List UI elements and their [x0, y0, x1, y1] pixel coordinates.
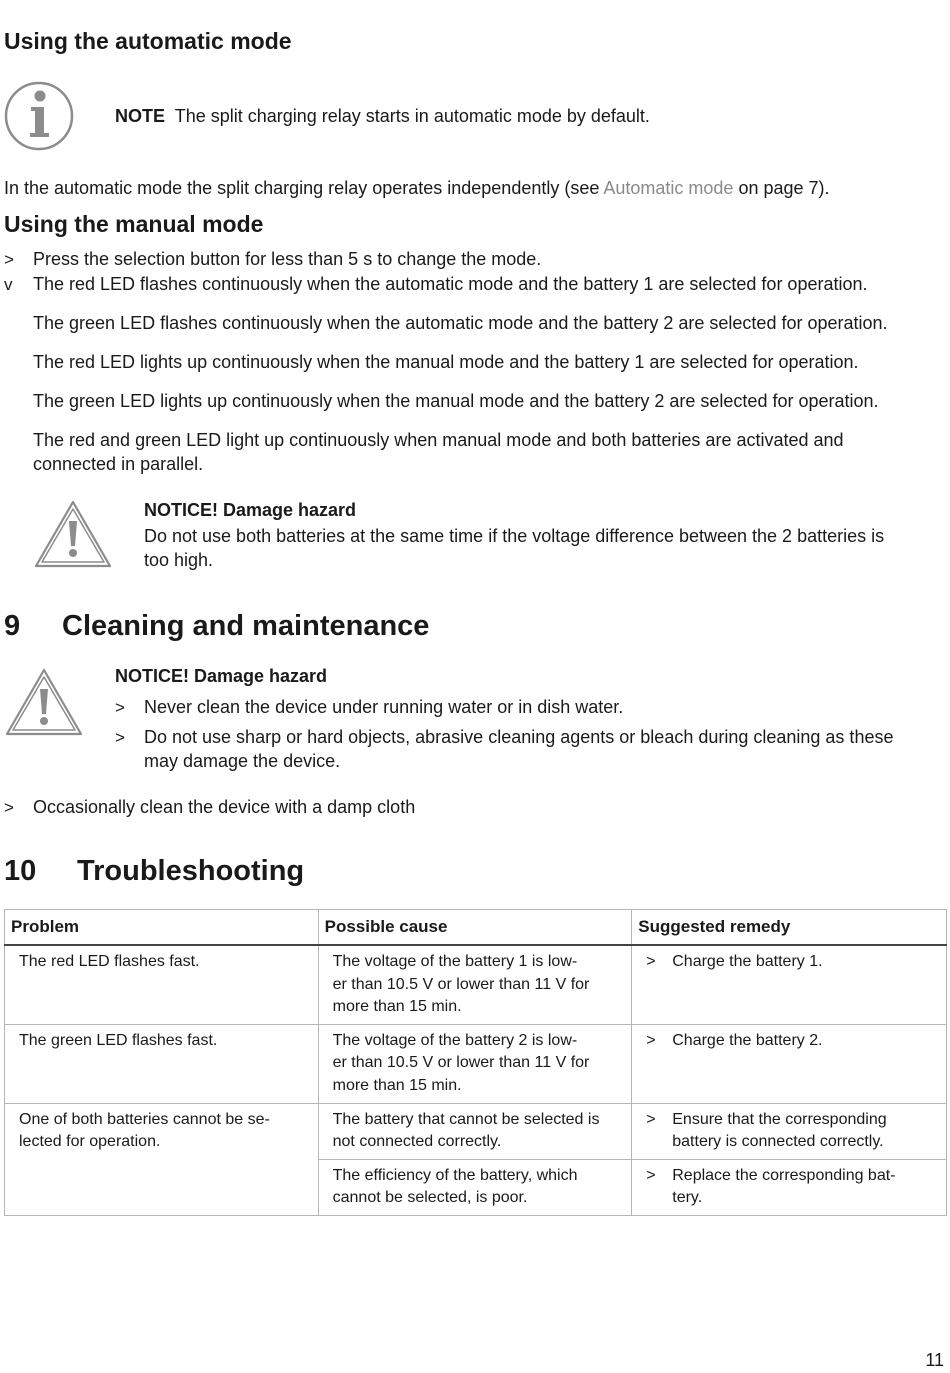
table-row	[5, 1024, 947, 1103]
problem-cell	[5, 945, 319, 1024]
automatic-mode-paragraph	[4, 176, 830, 200]
table-row	[5, 945, 947, 1024]
notice-text-line1: Do not use both batteries at the same time if the voltage difference between the 2 batteries is	[144, 526, 885, 546]
section-title-troubleshooting: Troubleshooting	[77, 855, 305, 887]
step-arrow-icon: >	[646, 953, 656, 970]
cause-cell	[318, 1159, 632, 1215]
section-title-cleaning: Cleaning and maintenance	[62, 610, 430, 642]
note-label: NOTE	[115, 106, 166, 126]
step-arrow-icon: >	[4, 250, 14, 269]
remedy-cell	[632, 1024, 947, 1103]
result-arrow-icon: v	[4, 275, 13, 294]
cleaning-notice-item-1: Never clean the device under running water or in dish water.	[144, 697, 624, 717]
remedy-text: Charge the battery 2.	[672, 1031, 823, 1049]
cleaning-notice-item-2	[144, 725, 893, 773]
cleaning-notice-item-2-line2: may damage the device.	[144, 751, 341, 771]
remedy-cell	[632, 1159, 947, 1215]
step-arrow-icon: >	[115, 728, 125, 747]
step-arrow-icon: >	[646, 1110, 656, 1128]
cause-text: more than 15 min.	[332, 1076, 462, 1094]
step-arrow-icon: >	[4, 798, 14, 817]
para-text-end: on page 7).	[733, 178, 830, 198]
result-text-4: The green LED lights up continuously when the manual mode and the battery 2 are selected for operation.	[33, 391, 879, 411]
remedy-cell	[632, 945, 947, 1024]
cause-text: er than 10.5 V or lower than 11 V for	[332, 1054, 590, 1071]
cause-text: The efficiency of the battery, which	[332, 1166, 578, 1184]
warning-icon	[33, 499, 113, 569]
remedy-text: Replace the corresponding bat-	[672, 1166, 896, 1184]
para-text: In the automatic mode the split charging relay operates independently (see	[4, 178, 604, 198]
cause-text: The voltage of the battery 1 is low-	[332, 953, 578, 970]
notice-text-line2: too high.	[144, 550, 214, 570]
heading-automatic-mode: Using the automatic mode	[4, 28, 292, 54]
cleaning-notice-item-2-line1: Do not use sharp or hard objects, abrasive cleaning agents or bleach during cleaning as these	[144, 727, 894, 747]
warning-icon	[4, 667, 84, 737]
cause-text: cannot be selected, is poor.	[332, 1189, 528, 1206]
problem-text: lected for operation.	[19, 1133, 161, 1150]
problem-text: The red LED flashes fast.	[19, 953, 200, 970]
table-header-cause: Possible cause	[318, 910, 632, 946]
cause-text: more than 15 min.	[332, 998, 462, 1015]
note-text: The split charging relay starts in automatic mode by default.	[174, 106, 650, 126]
step-text: Press the selection button for less than 5 s to change the mode.	[33, 249, 542, 269]
section-number-9: 9	[4, 610, 21, 642]
table-header-remedy: Suggested remedy	[632, 910, 947, 946]
cleaning-step-text: Occasionally clean the device with a damp cloth	[33, 797, 416, 817]
remedy-text: tery.	[672, 1189, 703, 1206]
result-text-2: The green LED flashes continuously when the automatic mode and the battery 2 are selected for operation.	[33, 313, 888, 333]
result-text-1: The red LED flashes continuously when the automatic mode and the battery 1 are selected for operation.	[33, 274, 868, 294]
page-number: 11	[925, 1350, 944, 1370]
table-header-problem: Problem	[5, 910, 319, 946]
result-text-5	[33, 428, 844, 476]
remedy-cell	[632, 1103, 947, 1159]
notice-title: NOTICE! Damage hazard	[144, 500, 357, 520]
note	[115, 104, 650, 128]
result-text-5-line2: connected in parallel.	[33, 454, 204, 474]
section-number-10: 10	[4, 855, 37, 887]
info-icon	[4, 81, 74, 151]
cause-cell	[318, 945, 632, 1024]
result-text-3: The red LED lights up continuously when the manual mode and the battery 1 are selected for operation.	[33, 352, 859, 372]
step-arrow-icon: >	[646, 1166, 656, 1184]
notice-text	[144, 524, 884, 572]
cause-cell	[318, 1103, 632, 1159]
result-text-5-line1: The red and green LED light up continuously when manual mode and both batteries are activated and	[33, 430, 844, 450]
heading-manual-mode: Using the manual mode	[4, 211, 264, 237]
cause-text: er than 10.5 V or lower than 11 V for	[332, 975, 590, 993]
problem-text: The green LED flashes fast.	[19, 1031, 218, 1049]
cause-text: The voltage of the battery 2 is low-	[332, 1031, 578, 1049]
cleaning-notice-title: NOTICE! Damage hazard	[115, 666, 328, 686]
problem-text: One of both batteries cannot be se-	[19, 1110, 270, 1128]
step-arrow-icon: >	[115, 698, 125, 717]
troubleshooting-table	[4, 909, 947, 1216]
table-header-row	[5, 910, 947, 946]
step-arrow-icon: >	[646, 1031, 656, 1049]
cause-text: not connected correctly.	[332, 1133, 502, 1150]
remedy-text: battery is connected correctly.	[672, 1133, 884, 1150]
automatic-mode-link[interactable]: Automatic mode	[603, 178, 734, 198]
table-row	[5, 1103, 947, 1159]
cause-text: The battery that cannot be selected is	[332, 1110, 600, 1128]
problem-cell	[5, 1103, 319, 1215]
remedy-text: Ensure that the corresponding	[672, 1110, 887, 1128]
remedy-text: Charge the battery 1.	[672, 953, 823, 970]
problem-cell	[5, 1024, 319, 1103]
cause-cell	[318, 1024, 632, 1103]
